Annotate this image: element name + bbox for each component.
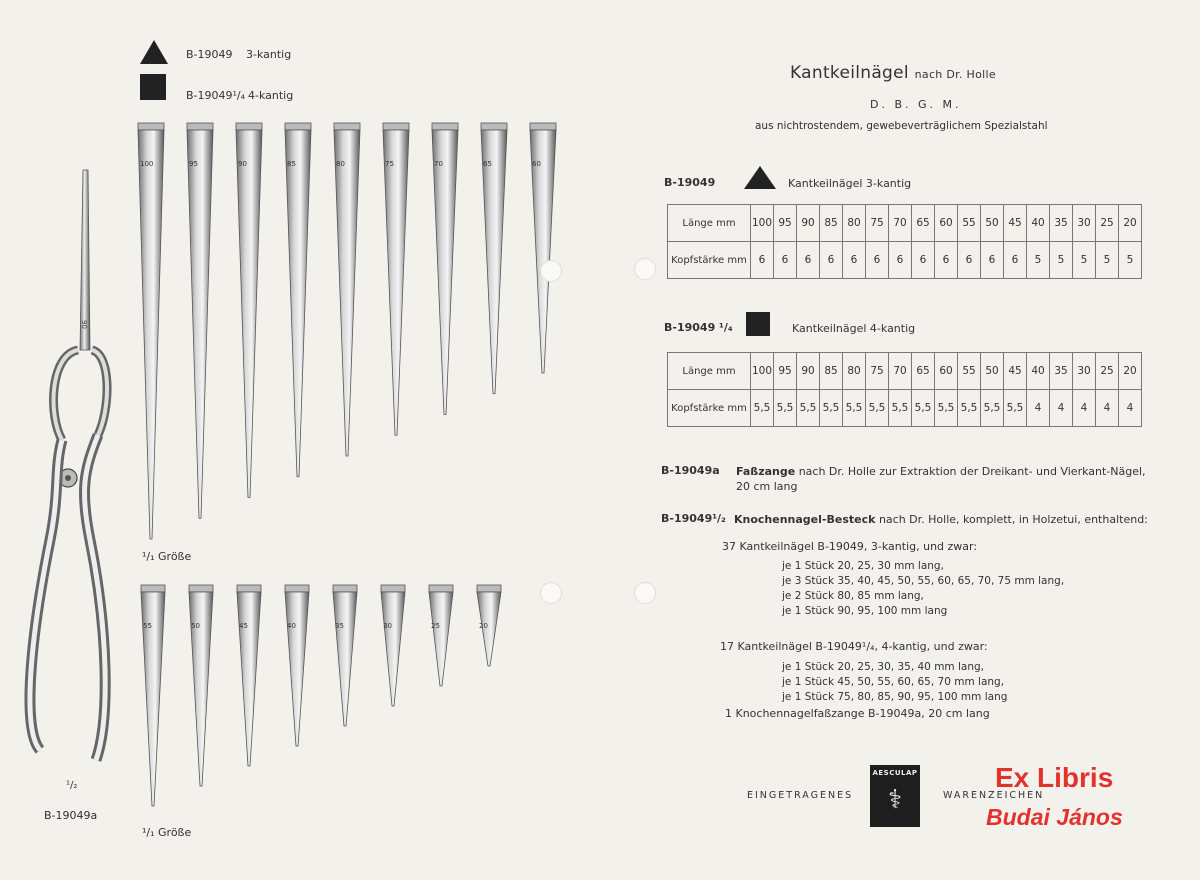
nail-90mm: [235, 122, 265, 500]
nail-80mm: [333, 122, 363, 458]
title-suffix: nach Dr. Holle: [914, 68, 996, 81]
length-cell: 45: [1004, 353, 1027, 390]
length-cell: 25: [1096, 205, 1119, 242]
nail-40mm: [284, 584, 312, 748]
head-cell: 6: [774, 242, 797, 279]
square-icon: [140, 74, 166, 100]
logo-word: AESCULAP: [872, 769, 918, 777]
table-row: [668, 353, 1142, 390]
group2-line: je 1 Stück 20, 25, 30, 35, 40 mm lang,: [782, 661, 985, 673]
length-cell: 80: [843, 353, 866, 390]
length-cell: 40: [1027, 205, 1050, 242]
binder-hole: [540, 582, 562, 604]
nail-size-label: 50: [191, 622, 200, 630]
nail-30mm: [380, 584, 408, 708]
length-cell: 55: [958, 205, 981, 242]
head-cell: 5,5: [889, 390, 912, 427]
group1-line: je 3 Stück 35, 40, 45, 50, 55, 60, 65, 70, 75 mm lang,: [782, 575, 1065, 587]
right-page: [600, 0, 1200, 861]
length-cell: 95: [774, 205, 797, 242]
group2-line: je 1 Stück 45, 50, 55, 60, 65, 70 mm lang,: [782, 676, 1005, 688]
nail-size-label: 75: [385, 160, 394, 168]
length-cell: 35: [1050, 353, 1073, 390]
nail-75mm: [382, 122, 412, 437]
nail-55mm: [140, 584, 168, 808]
head-cell: 5,5: [912, 390, 935, 427]
head-cell: 5,5: [981, 390, 1004, 427]
length-cell: 95: [774, 353, 797, 390]
head-cell: 6: [958, 242, 981, 279]
nail-size-label: 25: [431, 622, 440, 630]
nail-size-label: 20: [479, 622, 488, 630]
table-row: [668, 242, 1142, 279]
square-icon: [746, 312, 770, 336]
length-cell: 30: [1073, 353, 1096, 390]
length-cell: 100: [751, 353, 774, 390]
table2-label: Kantkeilnägel 4-kantig: [792, 322, 916, 335]
length-cell: 35: [1050, 205, 1073, 242]
row-head-head: Kopfstärke mm: [668, 242, 751, 279]
forceps-mark: 90: [80, 320, 88, 329]
table1-label: Kantkeilnägel 3-kantig: [788, 177, 912, 190]
head-cell: 5,5: [866, 390, 889, 427]
item-a-text2: 20 cm lang: [736, 480, 798, 493]
head-cell: 6: [751, 242, 774, 279]
nail-size-label: 85: [287, 160, 296, 168]
nail-20mm: [476, 584, 504, 668]
nail-25mm: [428, 584, 456, 688]
item-b-code: B-19049¹/₂: [661, 512, 726, 525]
item-a-text: nach Dr. Holle zur Extraktion der Dreikant- und Vierkant-Nägel,: [798, 465, 1146, 478]
scale-label-top: ¹/₁ Größe: [142, 550, 192, 563]
material-note: aus nichtrostendem, gewebeverträglichem Spezialstahl: [755, 120, 1048, 132]
nail-35mm: [332, 584, 360, 728]
scale-label-bottom: ¹/₁ Größe: [142, 826, 192, 839]
nail-size-label: 60: [532, 160, 541, 168]
head-cell: 5,5: [820, 390, 843, 427]
nail-size-label: 90: [238, 160, 247, 168]
item-a-line: [736, 465, 1146, 478]
head-cell: 4: [1119, 390, 1142, 427]
length-cell: 40: [1027, 353, 1050, 390]
head-cell: 4: [1073, 390, 1096, 427]
length-cell: 45: [1004, 205, 1027, 242]
legend-tri-label: 3-kantig: [246, 48, 292, 61]
forceps-scale: ¹/₂: [66, 780, 78, 791]
stamp-line-2: Budai János: [986, 804, 1123, 830]
group1-line: je 1 Stück 20, 25, 30 mm lang,: [782, 560, 944, 572]
head-cell: 5: [1119, 242, 1142, 279]
length-cell: 70: [889, 205, 912, 242]
nail-60mm: [529, 122, 559, 375]
head-cell: 5: [1050, 242, 1073, 279]
head-cell: 5,5: [935, 390, 958, 427]
length-cell: 20: [1119, 353, 1142, 390]
head-cell: 6: [866, 242, 889, 279]
triangle-icon: [744, 166, 776, 189]
table-4-kantig: [667, 352, 1142, 427]
length-cell: 60: [935, 353, 958, 390]
row-head-length: Länge mm: [668, 353, 751, 390]
length-cell: 50: [981, 205, 1004, 242]
forceps-code: B-19049a: [44, 809, 98, 822]
head-cell: 5: [1073, 242, 1096, 279]
length-cell: 25: [1096, 353, 1119, 390]
head-cell: 5,5: [797, 390, 820, 427]
nail-size-label: 70: [434, 160, 443, 168]
nail-85mm: [284, 122, 314, 479]
head-cell: 4: [1050, 390, 1073, 427]
nail-70mm: [431, 122, 461, 417]
nail-size-label: 100: [140, 160, 154, 168]
table2-code: B-19049 ¹/₄: [664, 321, 733, 334]
row-head-head: Kopfstärke mm: [668, 390, 751, 427]
nail-size-label: 65: [483, 160, 492, 168]
table1-code: B-19049: [664, 176, 716, 189]
head-cell: 6: [843, 242, 866, 279]
nail-size-label: 45: [239, 622, 248, 630]
nail-size-label: 55: [143, 622, 152, 630]
row-head-length: Länge mm: [668, 205, 751, 242]
item-b-line: [734, 513, 1148, 526]
legend-sq-code: B-19049¹/₄: [186, 89, 246, 102]
head-cell: 5,5: [1004, 390, 1027, 427]
head-cell: 6: [820, 242, 843, 279]
group2-last: 1 Knochennagelfaßzange B-19049a, 20 cm lang: [725, 707, 990, 720]
length-cell: 85: [820, 353, 843, 390]
head-cell: 5,5: [843, 390, 866, 427]
nail-50mm: [188, 584, 216, 788]
left-page: [0, 0, 600, 861]
head-cell: 6: [912, 242, 935, 279]
length-cell: 65: [912, 205, 935, 242]
item-b-text: nach Dr. Holle, komplett, in Holzetui, enthaltend:: [878, 513, 1148, 526]
length-cell: 90: [797, 205, 820, 242]
head-cell: 5: [1027, 242, 1050, 279]
length-cell: 30: [1073, 205, 1096, 242]
length-cell: 75: [866, 205, 889, 242]
head-cell: 6: [1004, 242, 1027, 279]
length-cell: 65: [912, 353, 935, 390]
legend-tri-code: B-19049: [186, 48, 233, 61]
head-cell: 5: [1096, 242, 1119, 279]
table-3-kantig: [667, 204, 1142, 279]
head-cell: 6: [889, 242, 912, 279]
head-cell: 4: [1096, 390, 1119, 427]
title-main: Kantkeilnägel: [790, 63, 909, 83]
length-cell: 80: [843, 205, 866, 242]
head-cell: 5,5: [751, 390, 774, 427]
head-cell: 6: [935, 242, 958, 279]
length-cell: 100: [751, 205, 774, 242]
nail-45mm: [236, 584, 264, 768]
head-cell: 4: [1027, 390, 1050, 427]
head-cell: 5,5: [774, 390, 797, 427]
dbgm-mark: D. B. G. M.: [870, 98, 962, 111]
nail-size-label: 30: [383, 622, 392, 630]
binder-hole: [540, 260, 562, 282]
group1-line: je 2 Stück 80, 85 mm lang,: [782, 590, 924, 602]
staff-icon: ⚕: [887, 785, 903, 815]
page-title: [790, 63, 996, 83]
group1-title: 37 Kantkeilnägel B-19049, 3-kantig, und zwar:: [722, 540, 978, 553]
item-a-bold: Faßzange: [736, 465, 796, 478]
nail-size-label: 80: [336, 160, 345, 168]
nail-size-label: 35: [335, 622, 344, 630]
binder-hole: [634, 582, 656, 604]
length-cell: 85: [820, 205, 843, 242]
legend-sq-label: 4-kantig: [248, 89, 294, 102]
head-cell: 6: [797, 242, 820, 279]
nail-100mm: [137, 122, 167, 541]
footer-right: WARENZEICHEN: [943, 790, 1045, 801]
triangle-icon: [140, 40, 168, 64]
nail-size-label: 40: [287, 622, 296, 630]
binder-hole: [634, 258, 656, 280]
footer-left: EINGETRAGENES: [747, 790, 854, 801]
table-row: [668, 390, 1142, 427]
nail-65mm: [480, 122, 510, 396]
group1-line: je 1 Stück 90, 95, 100 mm lang: [782, 605, 948, 617]
nail-size-label: 95: [189, 160, 198, 168]
head-cell: 6: [981, 242, 1004, 279]
table-row: [668, 205, 1142, 242]
group2-line: je 1 Stück 75, 80, 85, 90, 95, 100 mm lang: [782, 691, 1008, 703]
group2-title: 17 Kantkeilnägel B-19049¹/₄, 4-kantig, und zwar:: [720, 640, 988, 653]
item-b-bold: Knochennagel-Besteck: [734, 513, 876, 526]
length-cell: 20: [1119, 205, 1142, 242]
length-cell: 70: [889, 353, 912, 390]
nail-95mm: [186, 122, 216, 520]
item-a-code: B-19049a: [661, 464, 720, 477]
head-cell: 5,5: [958, 390, 981, 427]
length-cell: 60: [935, 205, 958, 242]
length-cell: 50: [981, 353, 1004, 390]
length-cell: 75: [866, 353, 889, 390]
aesculap-logo: [870, 765, 920, 827]
length-cell: 55: [958, 353, 981, 390]
forceps-illustration: [10, 160, 140, 880]
stamp-line-1: Ex Libris: [995, 762, 1114, 793]
length-cell: 90: [797, 353, 820, 390]
